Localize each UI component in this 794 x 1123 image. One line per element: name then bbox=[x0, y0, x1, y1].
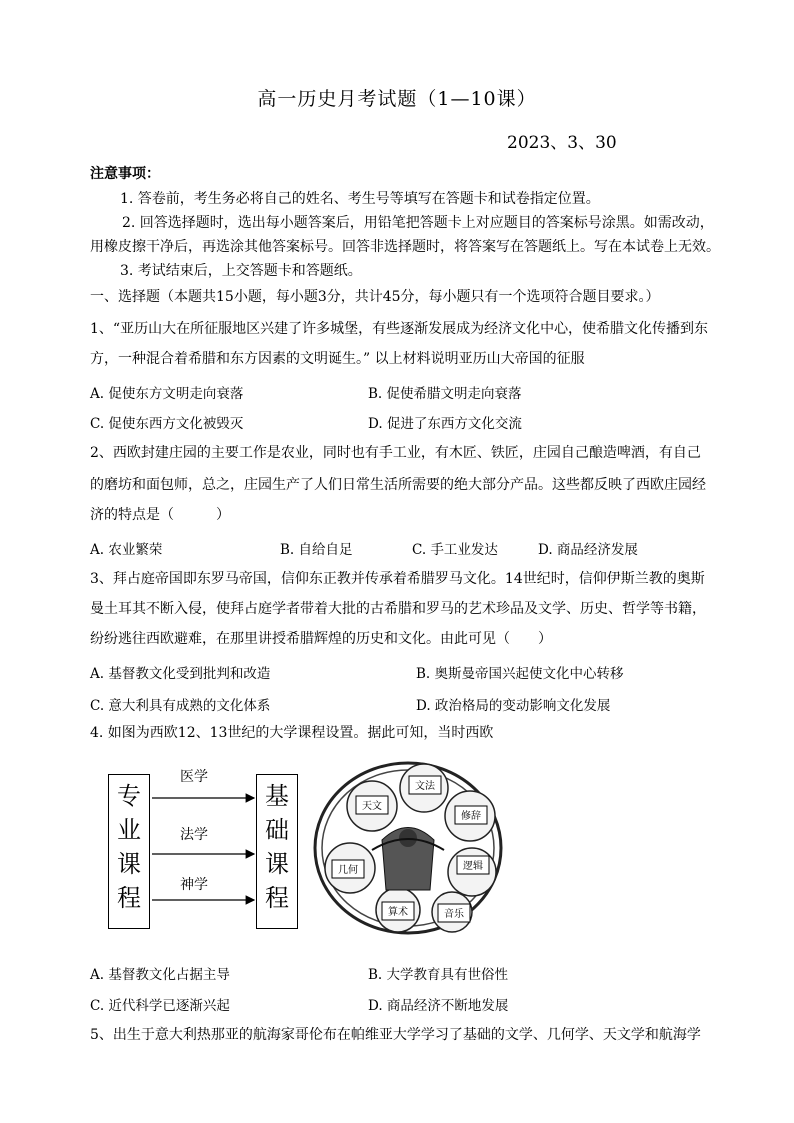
q1-option-b: B. 促使希腊文明走向衰落 bbox=[368, 386, 522, 402]
label-astronomy: 天文 bbox=[362, 801, 382, 812]
q3-option-d: D. 政治格局的变动影响文化发展 bbox=[416, 698, 611, 714]
q1-option-a: A. 促使东方文明走向衰落 bbox=[90, 386, 244, 402]
q4-option-d: D. 商品经济不断地发展 bbox=[368, 998, 509, 1014]
q3-option-a: A. 基督教文化受到批判和改造 bbox=[90, 666, 271, 682]
q2-option-c: C. 手工业发达 bbox=[412, 542, 498, 558]
arrow-label-medicine: 医学 bbox=[180, 769, 208, 785]
q1-option-c: C. 促使东西方文化被毁灭 bbox=[90, 416, 244, 432]
arrow-label-theology: 神学 bbox=[180, 877, 208, 893]
q3-stem-line3: 纷纷逃往西欧避难，在那里讲授希腊辉煌的历史和文化。由此可见（ ） bbox=[90, 631, 552, 647]
q2-stem-line2: 的磨坊和面包师，总之，庄园生产了人们日常生活所需要的绝大部分产品。这些都反映了西欧庄园经 bbox=[90, 477, 706, 493]
arrows-svg bbox=[108, 760, 308, 935]
section-heading: 一、选择题（本题共15小题，每小题3分，共计45分，每小题只有一个选项符合题目要求。） bbox=[90, 289, 660, 305]
label-rhetoric: 修辞 bbox=[461, 811, 481, 822]
q1-stem-line2: 方，一种混合着希腊和东方因素的文明诞生。” 以上材料说明亚历山大帝国的征服 bbox=[90, 351, 585, 367]
label-geometry: 几何 bbox=[338, 865, 358, 876]
q3-option-c: C. 意大利具有成熟的文化体系 bbox=[90, 698, 271, 714]
notice-item-3: 3. 考试结束后，上交答题卡和答题纸。 bbox=[120, 263, 362, 279]
q2-stem-line3: 济的特点是（ ） bbox=[90, 507, 230, 523]
q4-option-a: A. 基督教文化占据主导 bbox=[90, 967, 230, 983]
q2-option-a: A. 农业繁荣 bbox=[90, 542, 163, 558]
q4-option-c: C. 近代科学已逐渐兴起 bbox=[90, 998, 230, 1014]
arrow-label-law: 法学 bbox=[180, 827, 208, 843]
q2-stem-line1: 2、西欧封建庄园的主要工作是农业，同时也有手工业，有木匠、铁匠，庄园自己酿造啤酒，有自己 bbox=[90, 445, 701, 461]
q5-stem-line1: 5、出生于意大利热那亚的航海家哥伦布在帕维亚大学学习了基础的文学、几何学、天文学和航海学 bbox=[90, 1027, 701, 1043]
exam-date: 2023、3、30 bbox=[507, 133, 617, 153]
liberal-arts-illustration bbox=[312, 760, 504, 936]
course-flow-diagram bbox=[108, 760, 308, 935]
exam-title: 高一历史月考试题（1—10课） bbox=[257, 88, 537, 110]
label-grammar: 文法 bbox=[415, 781, 435, 792]
notice-item-1: 1. 答卷前，考生务必将自己的姓名、考生号等填写在答题卡和试卷指定位置。 bbox=[120, 191, 600, 207]
q2-option-d: D. 商品经济发展 bbox=[538, 542, 638, 558]
q3-option-b: B. 奥斯曼帝国兴起使文化中心转移 bbox=[416, 666, 624, 682]
q3-stem-line1: 3、拜占庭帝国即东罗马帝国，信仰东正教并传承着希腊罗马文化。14世纪时，信仰伊斯兰教的奥斯 bbox=[90, 571, 705, 587]
label-music: 音乐 bbox=[444, 909, 464, 920]
notice-item-2b: 用橡皮擦干净后，再选涂其他答案标号。回答非选择题时，将答案写在答题纸上。写在本试卷上无效。 bbox=[90, 239, 720, 255]
q2-option-b: B. 自给自足 bbox=[280, 542, 353, 558]
q1-option-d: D. 促进了东西方文化交流 bbox=[368, 416, 522, 432]
q4-stem-line1: 4. 如图为西欧12、13世纪的大学课程设置。据此可知，当时西欧 bbox=[90, 725, 494, 741]
notice-item-2a: 2. 回答选择题时，选出每小题答案后，用铅笔把答题卡上对应题目的答案标号涂黑。如需改动， bbox=[122, 215, 714, 231]
liberal-arts-svg bbox=[312, 760, 504, 936]
specialized-courses-box: 专业课程 bbox=[108, 774, 150, 929]
q1-stem-line1: 1、“亚历山大在所征服地区兴建了许多城堡，有些逐渐发展成为经济文化中心，使希腊文化传播到东 bbox=[90, 321, 709, 337]
label-logic: 逻辑 bbox=[463, 861, 483, 872]
q3-stem-line2: 曼土耳其不断入侵，使拜占庭学者带着大批的古希腊和罗马的艺术珍品及文学、历史、哲学等书籍， bbox=[90, 601, 706, 617]
label-arithmetic: 算术 bbox=[388, 907, 408, 918]
notice-heading: 注意事项： bbox=[90, 166, 160, 182]
basic-courses-box: 基础课程 bbox=[256, 774, 298, 929]
q4-option-b: B. 大学教育具有世俗性 bbox=[368, 967, 509, 983]
